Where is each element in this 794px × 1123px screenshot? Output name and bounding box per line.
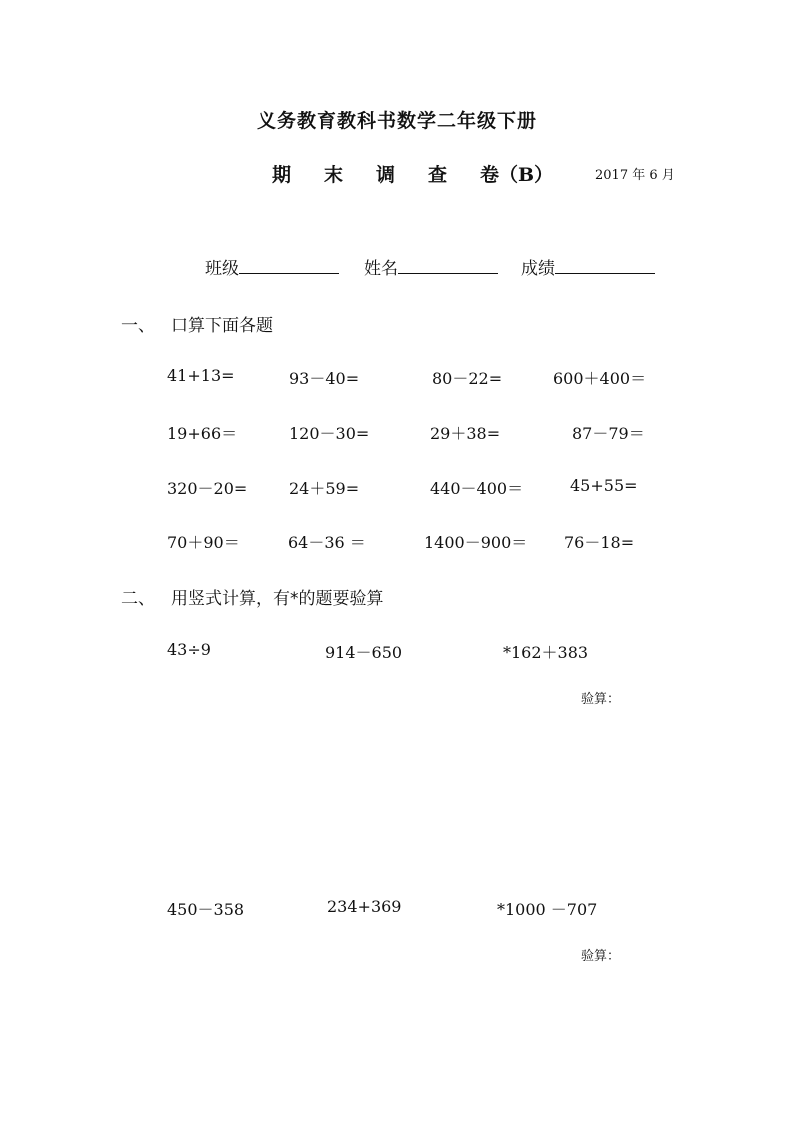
section-2-title: 用竖式计算，有*的题要验算 <box>171 589 384 609</box>
problem: 87－79＝ <box>572 424 645 443</box>
subtitle-char: 卷 <box>480 164 500 186</box>
written-problem: 234+369 <box>327 897 402 916</box>
problem: 41+13= <box>167 366 235 385</box>
document-title: 义务教育教科书数学二年级下册 <box>256 110 537 132</box>
section-2-number: 二、 <box>121 589 155 609</box>
score-field <box>521 254 655 279</box>
exam-subtitle <box>272 160 553 187</box>
check-label: 验算： <box>581 949 621 964</box>
problem: 45+55= <box>570 476 638 495</box>
problem: 600＋400＝ <box>553 369 647 388</box>
subtitle-char: 调 <box>376 164 396 186</box>
section-1-title: 口算下面各题 <box>171 316 273 336</box>
name-label: 姓名 <box>364 259 398 279</box>
exam-date: 2017 年 6 月 <box>595 168 675 183</box>
class-label: 班级 <box>205 259 239 279</box>
problem: 29＋38= <box>430 424 501 443</box>
subtitle-char: 末 <box>324 164 344 186</box>
problem: 1400－900＝ <box>424 533 528 552</box>
class-field <box>205 254 339 279</box>
score-label: 成绩 <box>521 259 555 279</box>
problem: 70＋90＝ <box>167 533 240 552</box>
problem: 93－40= <box>289 369 360 388</box>
problem: 64－36 ＝ <box>288 533 366 552</box>
problem: 76－18= <box>564 533 635 552</box>
written-problem: 43÷9 <box>167 640 211 659</box>
problem: 80－22= <box>432 369 503 388</box>
subtitle-variant: （B） <box>499 164 554 186</box>
name-field <box>364 254 498 279</box>
written-problem: *1000 －707 <box>497 900 598 919</box>
subtitle-char: 查 <box>428 164 448 186</box>
written-problem: 914－650 <box>325 643 403 662</box>
written-problem: 450－358 <box>167 900 245 919</box>
section-1-heading <box>121 311 273 336</box>
class-blank[interactable] <box>239 255 339 274</box>
section-1-number: 一、 <box>121 316 155 336</box>
problem: 440－400＝ <box>430 479 524 498</box>
problem: 24＋59= <box>289 479 360 498</box>
section-2-heading <box>121 584 384 609</box>
name-blank[interactable] <box>398 255 498 274</box>
problem: 320－20= <box>167 479 248 498</box>
problem: 120－30= <box>289 424 370 443</box>
written-problem: *162＋383 <box>503 643 589 662</box>
subtitle-char: 期 <box>272 164 292 186</box>
problem: 19+66＝ <box>167 424 238 443</box>
score-blank[interactable] <box>555 255 655 274</box>
check-label: 验算： <box>581 692 621 707</box>
